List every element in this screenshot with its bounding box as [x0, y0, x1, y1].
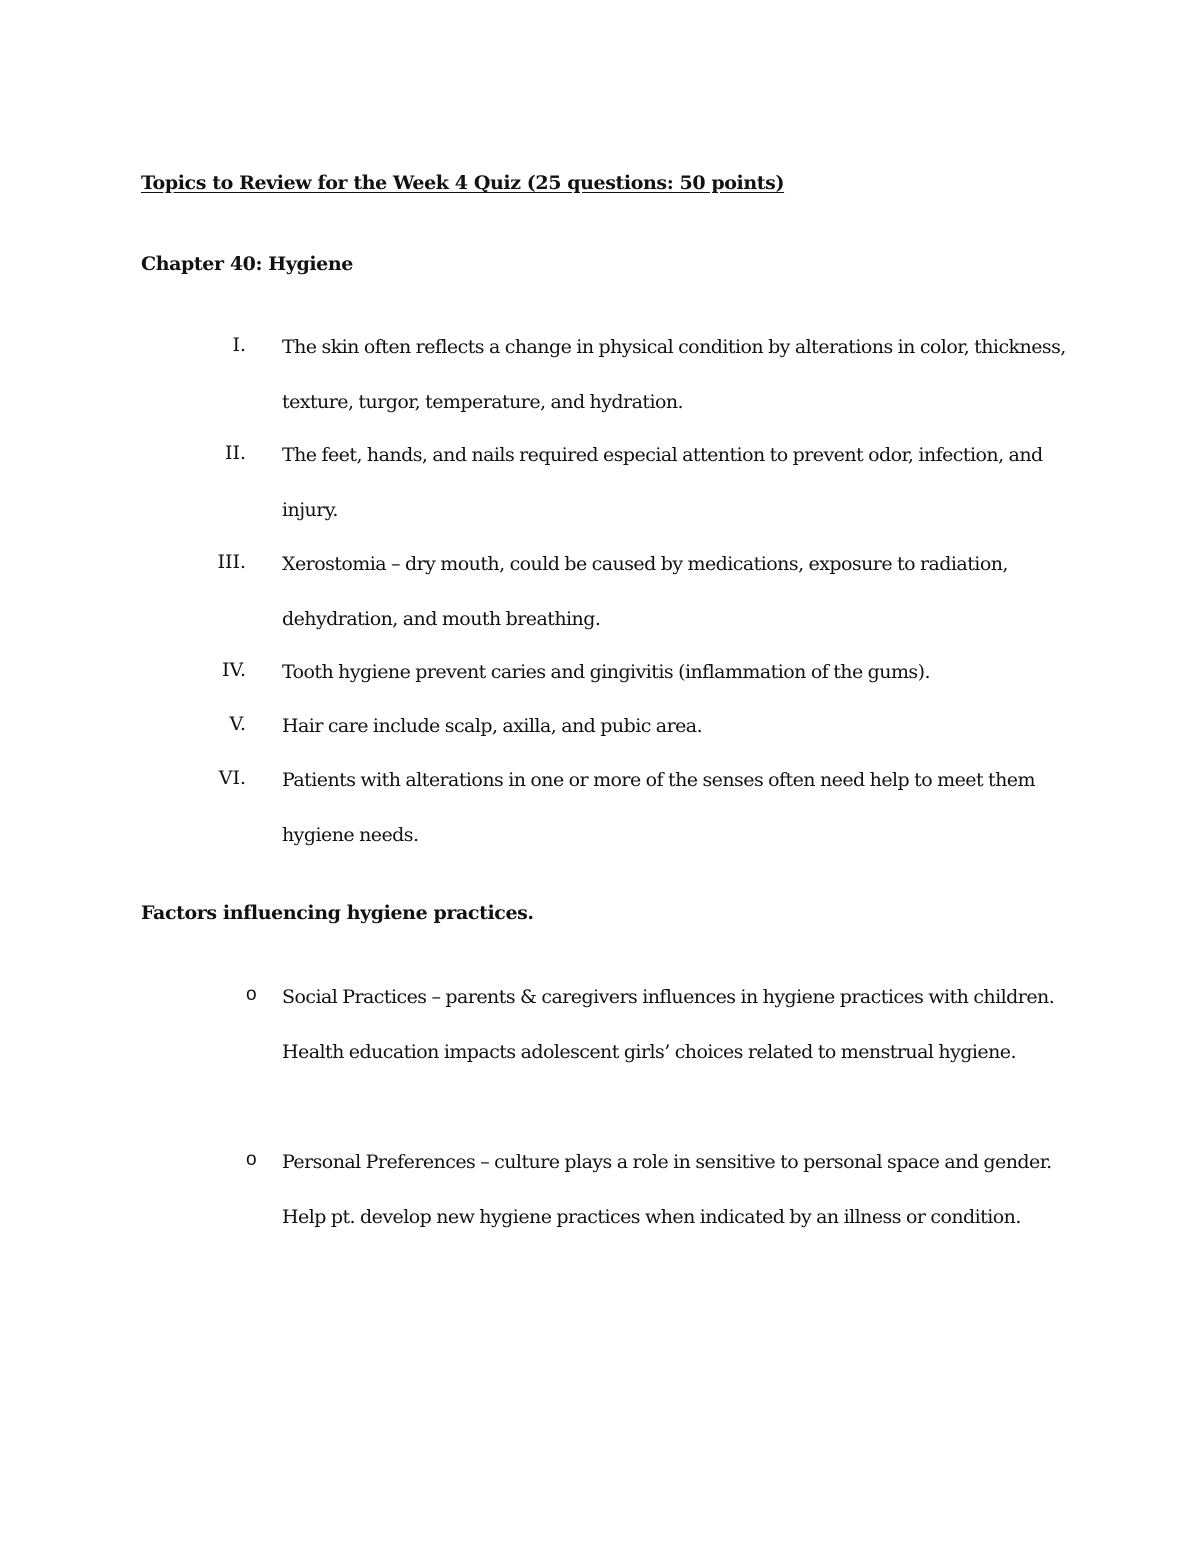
- list-marker: V.: [229, 713, 246, 735]
- list-marker: III.: [217, 551, 246, 573]
- list-marker: VI.: [218, 767, 246, 789]
- list-item-text: Hair care include scalp, axilla, and pubic area.: [282, 715, 703, 737]
- chapter-heading: Chapter 40: Hygiene: [141, 253, 353, 275]
- list-item-text: The skin often reflects a change in physical condition by alterations in color, thickness, texture, turgor, temperature, and hydration.: [282, 336, 1066, 413]
- list-item-text: Social Practices – parents & caregivers influences in hygiene practices with children. Health education impacts adolescent girls’ choices related to menstrual hygiene.: [282, 986, 1055, 1063]
- factors-heading: Factors influencing hygiene practices.: [141, 902, 534, 924]
- list-marker: IV.: [222, 659, 246, 681]
- list-item-text: The feet, hands, and nails required especial attention to prevent odor, infection, and injury.: [282, 444, 1043, 521]
- list-item-text: Tooth hygiene prevent caries and gingivitis (inflammation of the gums).: [282, 661, 930, 683]
- list-item-text: Xerostomia – dry mouth, could be caused by medications, exposure to radiation, dehydration, and mouth breathing.: [282, 553, 1008, 630]
- list-marker: II.: [224, 442, 246, 464]
- bullet-marker: o: [246, 1149, 257, 1170]
- bullet-marker: o: [246, 984, 257, 1005]
- document-title: Topics to Review for the Week 4 Quiz (25 questions: 50 points): [141, 172, 785, 194]
- list-marker: I.: [232, 334, 246, 356]
- list-item-text: Personal Preferences – culture plays a role in sensitive to personal space and gender. Help pt. develop new hygiene practices when indicated by an illness or condition.: [282, 1151, 1052, 1228]
- list-item-text: Patients with alterations in one or more of the senses often need help to meet them hygiene needs.: [282, 769, 1035, 846]
